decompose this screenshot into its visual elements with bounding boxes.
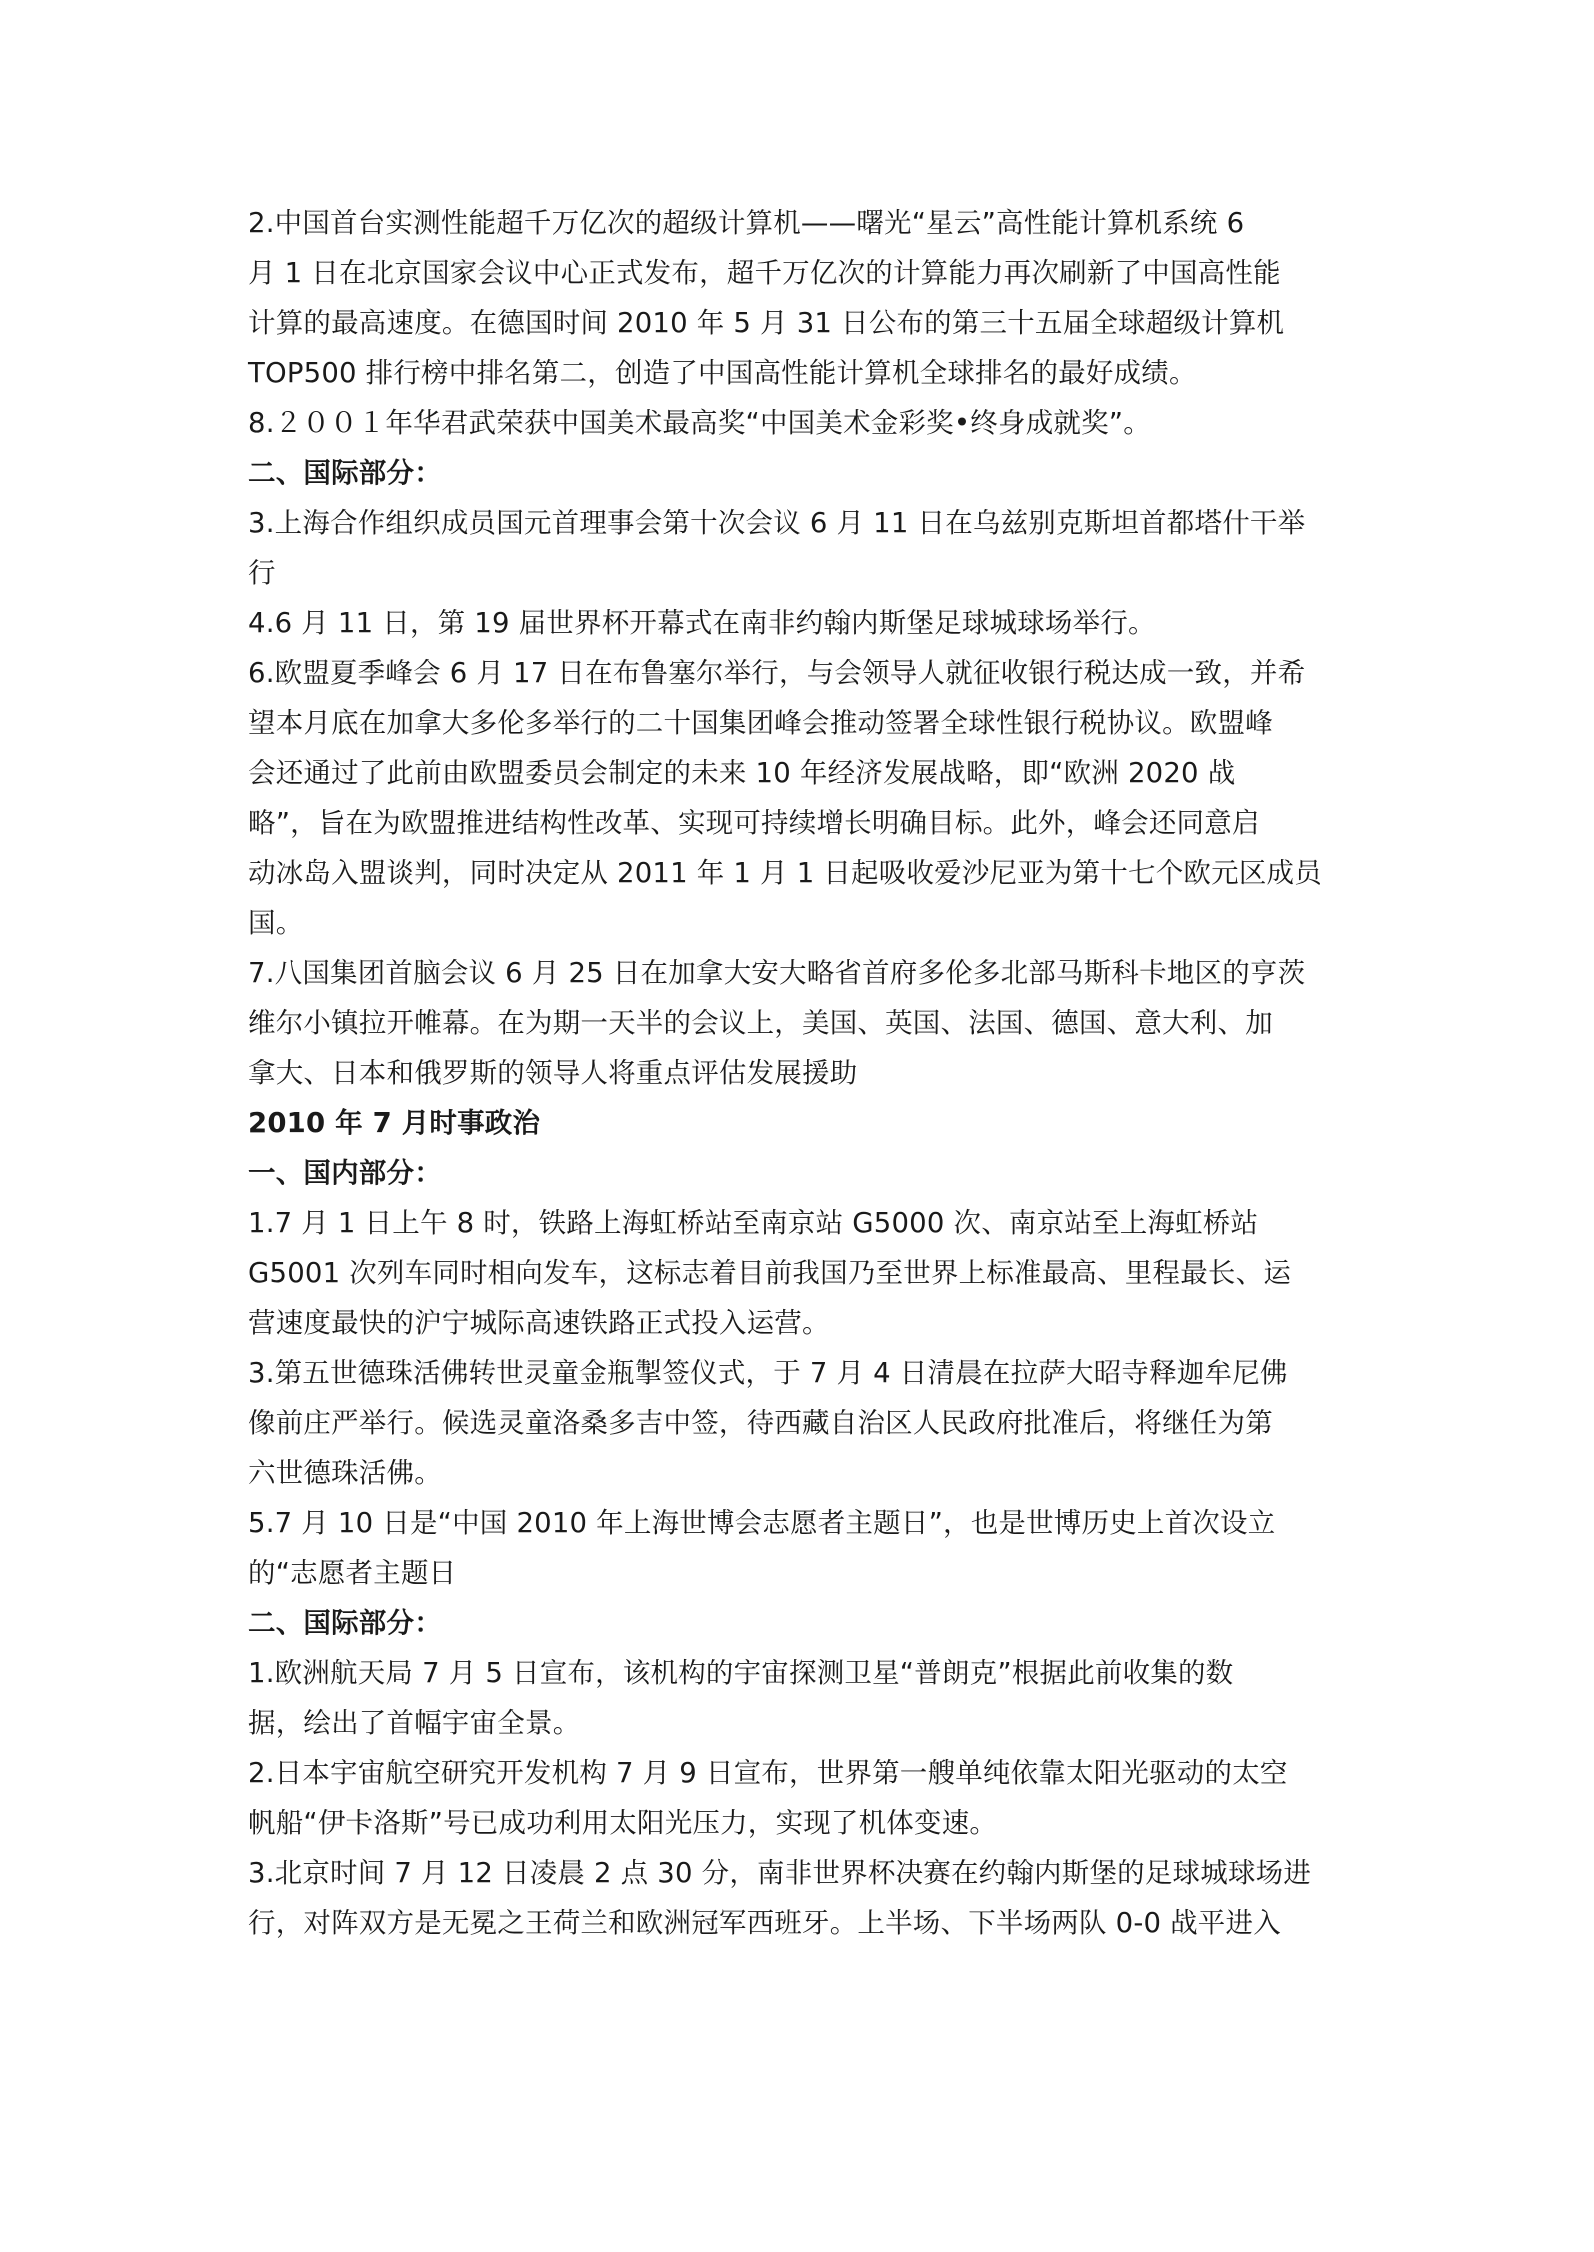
paragraph-planck: [248, 1648, 1358, 1748]
text-line: 据，绘出了首幅宇宙全景。: [248, 1707, 581, 1739]
text-line: 望本月底在加拿大多伦多举行的二十国集团峰会推动签署全球性银行税协议。欧盟峰: [248, 707, 1273, 739]
paragraph-living-buddha: [248, 1348, 1358, 1498]
text-line: 8.２００１年华君武荣获中国美术最高奖“中国美术金彩奖•终身成就奖”。: [248, 407, 1151, 439]
paragraph-expo-volunteer: [248, 1498, 1358, 1598]
text-line: G5001 次列车同时相向发车，这标志着目前我国乃至世界上标准最高、里程最长、运: [248, 1257, 1292, 1289]
paragraph-highspeed-rail: [248, 1198, 1358, 1348]
text-line: 拿大、日本和俄罗斯的领导人将重点评估发展援助: [248, 1057, 858, 1089]
text-line: 2.中国首台实测性能超千万亿次的超级计算机——曙光“星云”高性能计算机系统 6: [248, 207, 1245, 239]
text-line: 4.6 月 11 日，第 19 届世界杯开幕式在南非约翰内斯堡足球城球场举行。: [248, 607, 1156, 639]
paragraph-sco-summit: [248, 498, 1358, 598]
paragraph-world-cup-opening: [248, 598, 1358, 648]
text-line: 5.7 月 10 日是“中国 2010 年上海世博会志愿者主题日”，也是世博历史上首次设立: [248, 1507, 1276, 1539]
text-line: 2.日本宇宙航空研究开发机构 7 月 9 日宣布，世界第一艘单纯依靠太阳光驱动的太空: [248, 1757, 1288, 1789]
paragraph-supercomputer: [248, 198, 1358, 398]
text-line: 行: [248, 557, 276, 589]
document-body: [248, 198, 1358, 1948]
text-line: 1.7 月 1 日上午 8 时，铁路上海虹桥站至南京站 G5000 次、南京站至上海虹桥站: [248, 1207, 1259, 1239]
text-line: 六世德珠活佛。: [248, 1457, 442, 1489]
paragraph-ikaros: [248, 1748, 1358, 1848]
text-line: 3.第五世德珠活佛转世灵童金瓶掣签仪式，于 7 月 4 日清晨在拉萨大昭寺释迦牟尼佛: [248, 1357, 1288, 1389]
paragraph-world-cup-final: [248, 1848, 1358, 1948]
text-line: 国。: [248, 907, 304, 939]
text-line: 6.欧盟夏季峰会 6 月 17 日在布鲁塞尔举行，与会领导人就征收银行税达成一致，并希: [248, 657, 1306, 689]
text-line: 月 1 日在北京国家会议中心正式发布，超千万亿次的计算能力再次刷新了中国高性能: [248, 257, 1281, 289]
paragraph-eu-summit: [248, 648, 1358, 948]
text-line: 维尔小镇拉开帷幕。在为期一天半的会议上，美国、英国、法国、德国、意大利、加: [248, 1007, 1273, 1039]
text-line: 帆船“伊卡洛斯”号已成功利用太阳光压力，实现了机体变速。: [248, 1807, 998, 1839]
text-line: 略”，旨在为欧盟推进结构性改革、实现可持续增长明确目标。此外，峰会还同意启: [248, 807, 1260, 839]
section-heading-domestic: 一、国内部分：: [248, 1157, 442, 1189]
text-line: 的“志愿者主题日: [248, 1557, 457, 1589]
text-line: 营速度最快的沪宁城际高速铁路正式投入运营。: [248, 1307, 830, 1339]
text-line: 1.欧洲航天局 7 月 5 日宣布，该机构的宇宙探测卫星“普朗克”根据此前收集的数: [248, 1657, 1234, 1689]
text-line: 会还通过了此前由欧盟委员会制定的未来 10 年经济发展战略，即“欧洲 2020 战: [248, 757, 1236, 789]
section-heading-international-2: 二、国际部分：: [248, 1607, 442, 1639]
text-line: 计算的最高速度。在德国时间 2010 年 5 月 31 日公布的第三十五届全球超级计算机: [248, 307, 1285, 339]
paragraph-art-award: [248, 398, 1358, 448]
text-line: 7.八国集团首脑会议 6 月 25 日在加拿大安大略省首府多伦多北部马斯科卡地区的亨茨: [248, 957, 1306, 989]
text-line: TOP500 排行榜中排名第二，创造了中国高性能计算机全球排名的最好成绩。: [248, 357, 1197, 389]
section-heading-july-2010: 2010 年 7 月时事政治: [248, 1107, 541, 1139]
text-line: 3.上海合作组织成员国元首理事会第十次会议 6 月 11 日在乌兹别克斯坦首都塔什干举: [248, 507, 1306, 539]
section-heading-international: 二、国际部分：: [248, 457, 442, 489]
text-line: 像前庄严举行。候选灵童洛桑多吉中签，待西藏自治区人民政府批准后，将继任为第: [248, 1407, 1273, 1439]
text-line: 3.北京时间 7 月 12 日凌晨 2 点 30 分，南非世界杯决赛在约翰内斯堡的足球城球场进: [248, 1857, 1312, 1889]
paragraph-g8-summit: [248, 948, 1358, 1098]
text-line: 行，对阵双方是无冕之王荷兰和欧洲冠军西班牙。上半场、下半场两队 0-0 战平进入: [248, 1907, 1281, 1939]
text-line: 动冰岛入盟谈判，同时决定从 2011 年 1 月 1 日起吸收爱沙尼亚为第十七个欧元区成员: [248, 857, 1322, 889]
